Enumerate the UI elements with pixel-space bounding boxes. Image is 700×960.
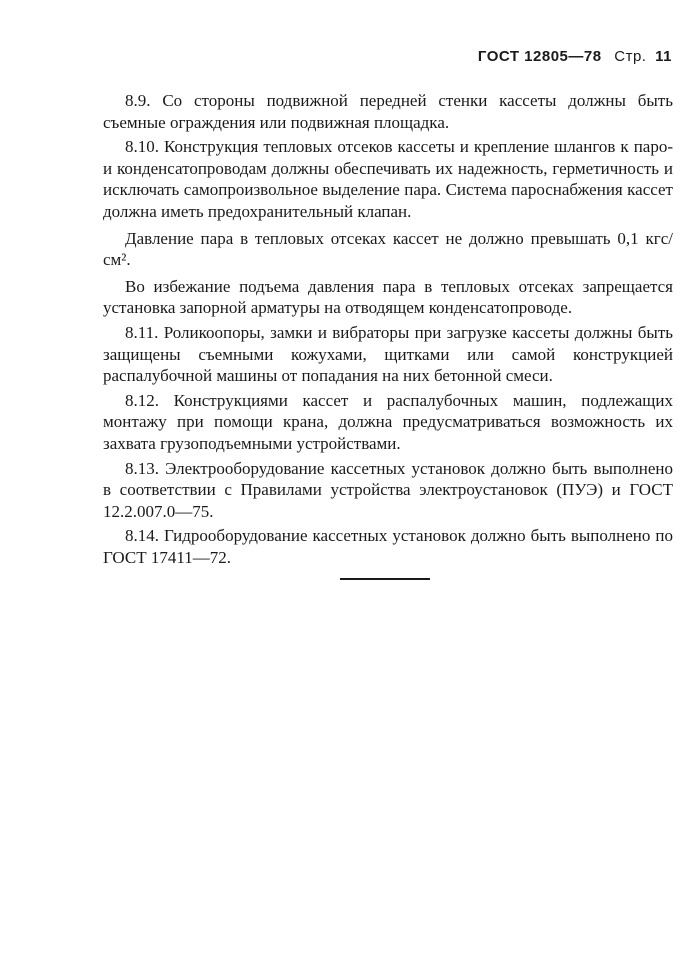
paragraph-8-11: 8.11. Роликоопоры, замки и вибраторы при загрузке кассеты должны быть защищены съемными кожухами, щитками или самой конструкцией распалубочной машины от попадания на них бетонной смеси. [103, 322, 673, 386]
page-number: 11 [655, 48, 672, 65]
page-label: Стр. [614, 48, 647, 65]
paragraph-steam-pressure: Давление пара в тепловых отсеках кассет не должно превышать 0,1 кгс/см². [103, 228, 673, 270]
paragraph-8-12: 8.12. Конструкциями кассет и распалубочных машин, подлежащих монтажу при помощи крана, должна предусматриваться возможность их захвата грузоподъемными устройствами. [103, 390, 673, 453]
paragraph-8-14: 8.14. Гидрооборудование кассетных установок должно быть выполнено по ГОСТ 17411—72. [103, 526, 673, 567]
body-text [103, 90, 673, 568]
section-divider [340, 578, 430, 580]
paragraph-shutoff-valves: Во избежание подъема давления пара в тепловых отсеках запрещается установка запорной арматуры на отводящем конденсатопроводе. [103, 276, 673, 318]
paragraph-8-13: 8.13. Электрооборудование кассетных установок должно быть выполнено в соответствии с Правилами устройства электроустановок (ПУЭ) и ГОСТ 12.2.007.0—75. [103, 458, 673, 521]
paragraph-8-10: 8.10. Конструкция тепловых отсеков кассеты и крепление шлангов к паро- и конденсатопроводам должны обеспечивать их надежность, герметичность и исключать самопроизвольное выделение пара. Система пароснабжения кассет должна иметь предохранительный клапан. [103, 137, 673, 221]
standard-code: ГОСТ 12805—78 [477, 48, 602, 65]
page-header [478, 48, 672, 65]
paragraph-8-9: 8.9. Со стороны подвижной передней стенки кассеты должны быть съемные ограждения или подвижная площадка. [103, 91, 673, 132]
